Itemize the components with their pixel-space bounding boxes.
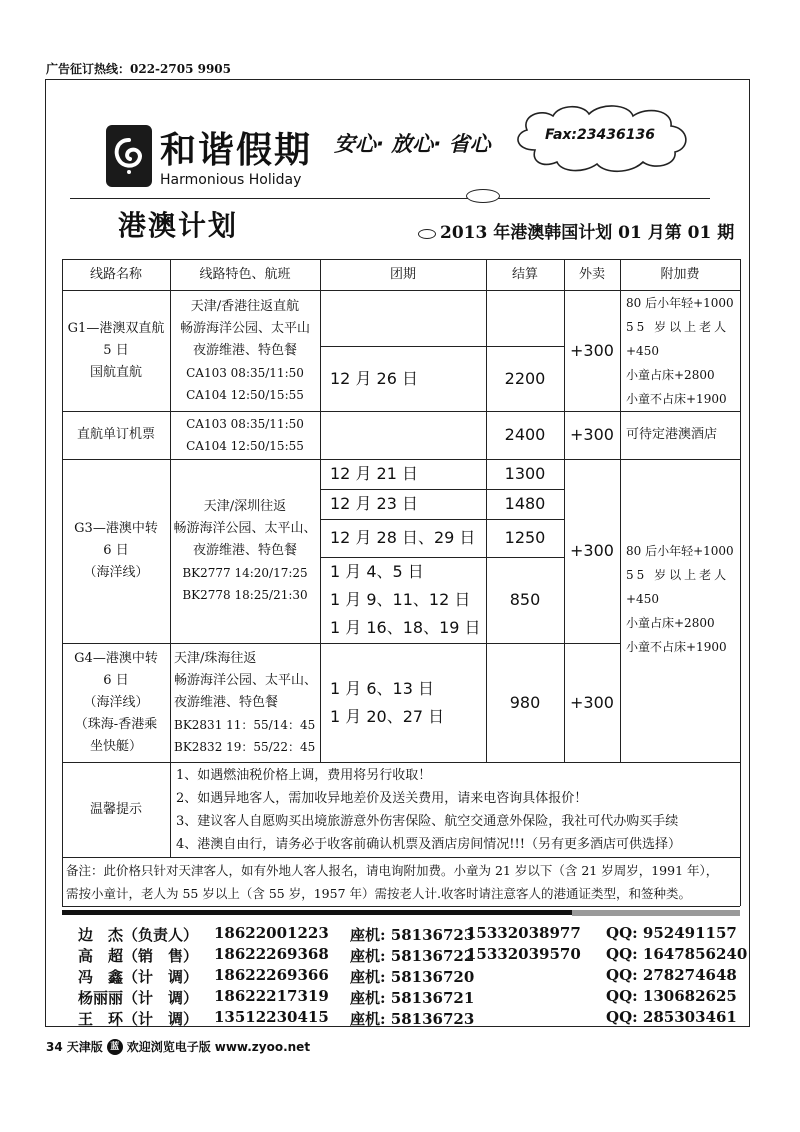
- header-route: 线路名称: [89, 266, 142, 282]
- g4-feature-line: 夜游维港、特色餐: [174, 694, 279, 710]
- contact-mobile: 18622217319: [214, 987, 329, 1005]
- contact-landline: 座机: 58136721: [350, 989, 475, 1007]
- contact-mobile: 18622269366: [214, 966, 329, 984]
- contact-name: 高 超（销 售）: [78, 947, 199, 965]
- g1-features: [170, 290, 320, 411]
- g4-date-line: 1 月 6、13 日: [330, 678, 434, 698]
- g3-jan-date-line: 1 月 16、18、19 日: [330, 618, 481, 637]
- g1-surcharge: [626, 290, 738, 411]
- footer-text: 欢迎浏览电子版: [126, 1040, 211, 1054]
- header-dates: 团期: [389, 266, 416, 282]
- contact-landline: 座机: 58136720: [350, 968, 475, 986]
- contact-mobile: 13512230415: [214, 1008, 329, 1026]
- header-surcharge: 附加费: [660, 266, 700, 282]
- g1-extra-line: 80 后小年轻+1000: [626, 295, 734, 310]
- header-divider: [70, 198, 710, 199]
- g1-name-line: 5 日: [103, 342, 129, 358]
- g4-name-line: （珠海-香港乘: [74, 716, 158, 732]
- contact-row: [78, 966, 738, 988]
- g3-date: 12 月 28 日、29 日: [330, 528, 476, 547]
- g3-jan-date-line: 1 月 9、11、12 日: [330, 590, 471, 609]
- tip-item: 4、港澳自由行，请务必于收客前确认机票及酒店房间情况!!!（另有更多酒店可供选择）: [176, 836, 681, 852]
- page-footer: [46, 1038, 310, 1055]
- remark-line: 备注：此价格只针对天津客人，如有外地人客人报名，请电询附加费。小童为 21 岁以下（含 21 岁周岁，1991 年），: [66, 862, 719, 878]
- g3-flight-line: BK2778 18:25/21:30: [182, 588, 308, 602]
- g4-name-line: G4—港澳中转: [74, 650, 158, 666]
- contact-name: 王 环（计 调）: [78, 1010, 199, 1028]
- g1-price: 2200: [504, 368, 546, 388]
- ticket-markup: +300: [570, 425, 614, 444]
- header-settlement: 结算: [511, 266, 538, 282]
- g4-name-line: （海洋线）: [83, 694, 149, 710]
- ticket-flight-line: CA103 08:35/11:50: [186, 417, 304, 431]
- contact-qq: QQ: 285303461: [606, 1008, 737, 1026]
- oval-bullet-icon: [418, 229, 436, 239]
- g1-feature-line: 畅游海洋公园、太平山: [179, 320, 310, 336]
- g3-date: 12 月 23 日: [330, 494, 418, 513]
- g1-extra-line: 小童不占床+1900: [626, 391, 727, 406]
- g3-flight-line: BK2777 14:20/17:25: [182, 566, 308, 580]
- contact-row: [78, 1008, 738, 1030]
- g1-markup: +300: [570, 340, 614, 360]
- g3-price: 1250: [504, 528, 546, 547]
- ticket-price: 2400: [504, 425, 546, 444]
- contact-name: 杨丽丽（计 调）: [78, 989, 199, 1007]
- g3-feature-line: 夜游维港、特色餐: [192, 543, 297, 558]
- g4-price: 980: [509, 692, 541, 712]
- g3-extra-line: 小童占床+2800: [626, 616, 715, 630]
- g1-flight-line: CA104 12:50/15:55: [186, 387, 304, 402]
- g3-jan-dates: [330, 557, 486, 643]
- g1-date: 12 月 26 日: [330, 368, 418, 388]
- remarks-note: [66, 857, 738, 906]
- footer-edition: 天津版: [66, 1040, 103, 1054]
- blue-badge-icon: 蓝: [107, 1039, 123, 1055]
- g1-feature-line: 天津/香港往返直航: [190, 298, 300, 314]
- contact-row: [78, 945, 748, 967]
- header-retail: 外卖: [578, 266, 605, 282]
- contact-landline: 座机: 58136723: [350, 926, 475, 944]
- g3-features: [170, 459, 320, 643]
- small-cloud-icon: [466, 189, 500, 203]
- table-rule: [62, 906, 740, 907]
- contact-mobile: 18622269368: [214, 945, 329, 963]
- g1-route-name: [62, 290, 170, 411]
- g4-name-line: 6 日: [103, 672, 129, 688]
- g3-g4-surcharge: [626, 459, 738, 762]
- g3-markup: +300: [570, 541, 614, 560]
- table-rule: [320, 259, 321, 762]
- g3-feature-line: 畅游海洋公园、太平山、: [173, 521, 317, 536]
- g3-jan-price: 850: [509, 590, 541, 609]
- contact-landline: 座机: 58136722: [350, 947, 475, 965]
- contact-landline: 座机: 58136723: [350, 1010, 475, 1028]
- contact-qq: QQ: 952491157: [606, 924, 737, 942]
- g1-extra-line: +450: [626, 343, 659, 358]
- g3-name-line: （海洋线）: [83, 565, 149, 580]
- table-rule: [620, 259, 621, 762]
- page-number: 34: [46, 1039, 63, 1054]
- contact-row: [78, 924, 738, 946]
- contact-mobile: 18622001223: [214, 924, 329, 942]
- contact-name: 冯 鑫（计 调）: [78, 968, 199, 986]
- g3-name-line: G3—港澳中转: [74, 521, 158, 536]
- g1-extra-line: 55 岁以上老人: [626, 319, 730, 334]
- g3-extra-line: +450: [626, 592, 659, 606]
- tip-item: 1、如遇燃油税价格上调，费用将另行收取！: [176, 767, 432, 783]
- g3-extra-line: 80 后小年轻+1000: [626, 544, 734, 558]
- g3-feature-line: 天津/深圳往返: [203, 499, 287, 514]
- g4-route-name: [62, 643, 170, 762]
- g3-route-name: [62, 459, 170, 643]
- brand-logo-icon: [106, 125, 152, 187]
- ad-hotline: 广告征订热线：022-2705 9905: [46, 62, 232, 76]
- tip-item: 2、如遇异地客人，需加收异地差价及送关费用，请来电咨询具体报价！: [176, 790, 588, 806]
- g4-flight-line: BK2832 19：55/22：45: [174, 739, 316, 754]
- g3-extra-line: 55 岁以上老人: [626, 568, 730, 582]
- g4-features: [174, 643, 320, 762]
- g3-date: 12 月 21 日: [330, 464, 418, 483]
- brand-name-cn: 和谐假期: [160, 130, 313, 171]
- ticket-flight-line: CA104 12:50/15:55: [186, 439, 304, 453]
- g1-feature-line: 夜游维港、特色餐: [192, 342, 297, 358]
- contact-mobile2: 15332038977: [466, 924, 581, 942]
- g4-markup: +300: [570, 692, 614, 712]
- g3-price: 1300: [504, 464, 546, 483]
- g3-jan-date-line: 1 月 4、5 日: [330, 562, 424, 581]
- tips-label: 温馨提示: [89, 801, 142, 817]
- edition-text: 2013 年港澳韩国计划 01 月第 01 期: [440, 223, 735, 243]
- header-features: 线路特色、航班: [199, 266, 291, 282]
- remark-line: 需按小童计，老人为 55 岁以上（含 55 岁，1957 年）需按老人计.收客时请注意客人的港通证类型，和签种类。: [66, 885, 691, 901]
- tip-item: 3、建议客人自愿购买出境旅游意外伤害保险、航空交通意外保险，我社可代办购买手续: [176, 813, 679, 829]
- g3-price: 1480: [504, 494, 546, 513]
- contact-qq: QQ: 278274648: [606, 966, 737, 984]
- section-title: 港澳计划: [118, 209, 239, 242]
- contact-divider-bar: [62, 910, 572, 915]
- g4-flight-line: BK2831 11：55/14：45: [174, 717, 316, 732]
- g1-flight-line: CA103 08:35/11:50: [186, 365, 304, 380]
- tips-list: [176, 762, 736, 857]
- g1-name-line: G1—港澳双直航: [67, 320, 165, 336]
- g3-name-line: 6 日: [103, 543, 129, 558]
- contact-qq: QQ: 130682625: [606, 987, 737, 1005]
- g4-name-line: 坐快艇）: [89, 738, 142, 754]
- contact-row: [78, 987, 738, 1009]
- ticket-route-name: 直航单订机票: [76, 427, 155, 442]
- g1-extra-line: 小童占床+2800: [626, 367, 715, 382]
- fax-number: Fax:23436136: [545, 127, 655, 143]
- table-rule: [740, 259, 741, 906]
- g1-name-line: 国航直航: [89, 364, 142, 380]
- contact-divider-bar-gray: [572, 910, 740, 916]
- ticket-surcharge: 可待定港澳酒店: [626, 427, 718, 442]
- contact-mobile2: 15332039570: [466, 945, 581, 963]
- g4-date-line: 1 月 20、27 日: [330, 706, 445, 726]
- g3-extra-line: 小童不占床+1900: [626, 640, 727, 654]
- g4-dates: [330, 643, 486, 762]
- edition-title: [418, 218, 734, 243]
- brand-name-en: Harmonious Holiday: [160, 172, 302, 188]
- g4-feature-line: 天津/珠海往返: [174, 650, 257, 666]
- brand-slogan: 安心· 放心· 省心: [334, 132, 491, 156]
- contact-name: 边 杰（负责人）: [78, 926, 199, 944]
- contact-qq: QQ: 1647856240: [606, 945, 748, 963]
- footer-url[interactable]: www.zyoo.net: [214, 1039, 311, 1054]
- g4-feature-line: 畅游海洋公园、太平山、: [174, 672, 318, 688]
- ticket-flights: [170, 411, 320, 459]
